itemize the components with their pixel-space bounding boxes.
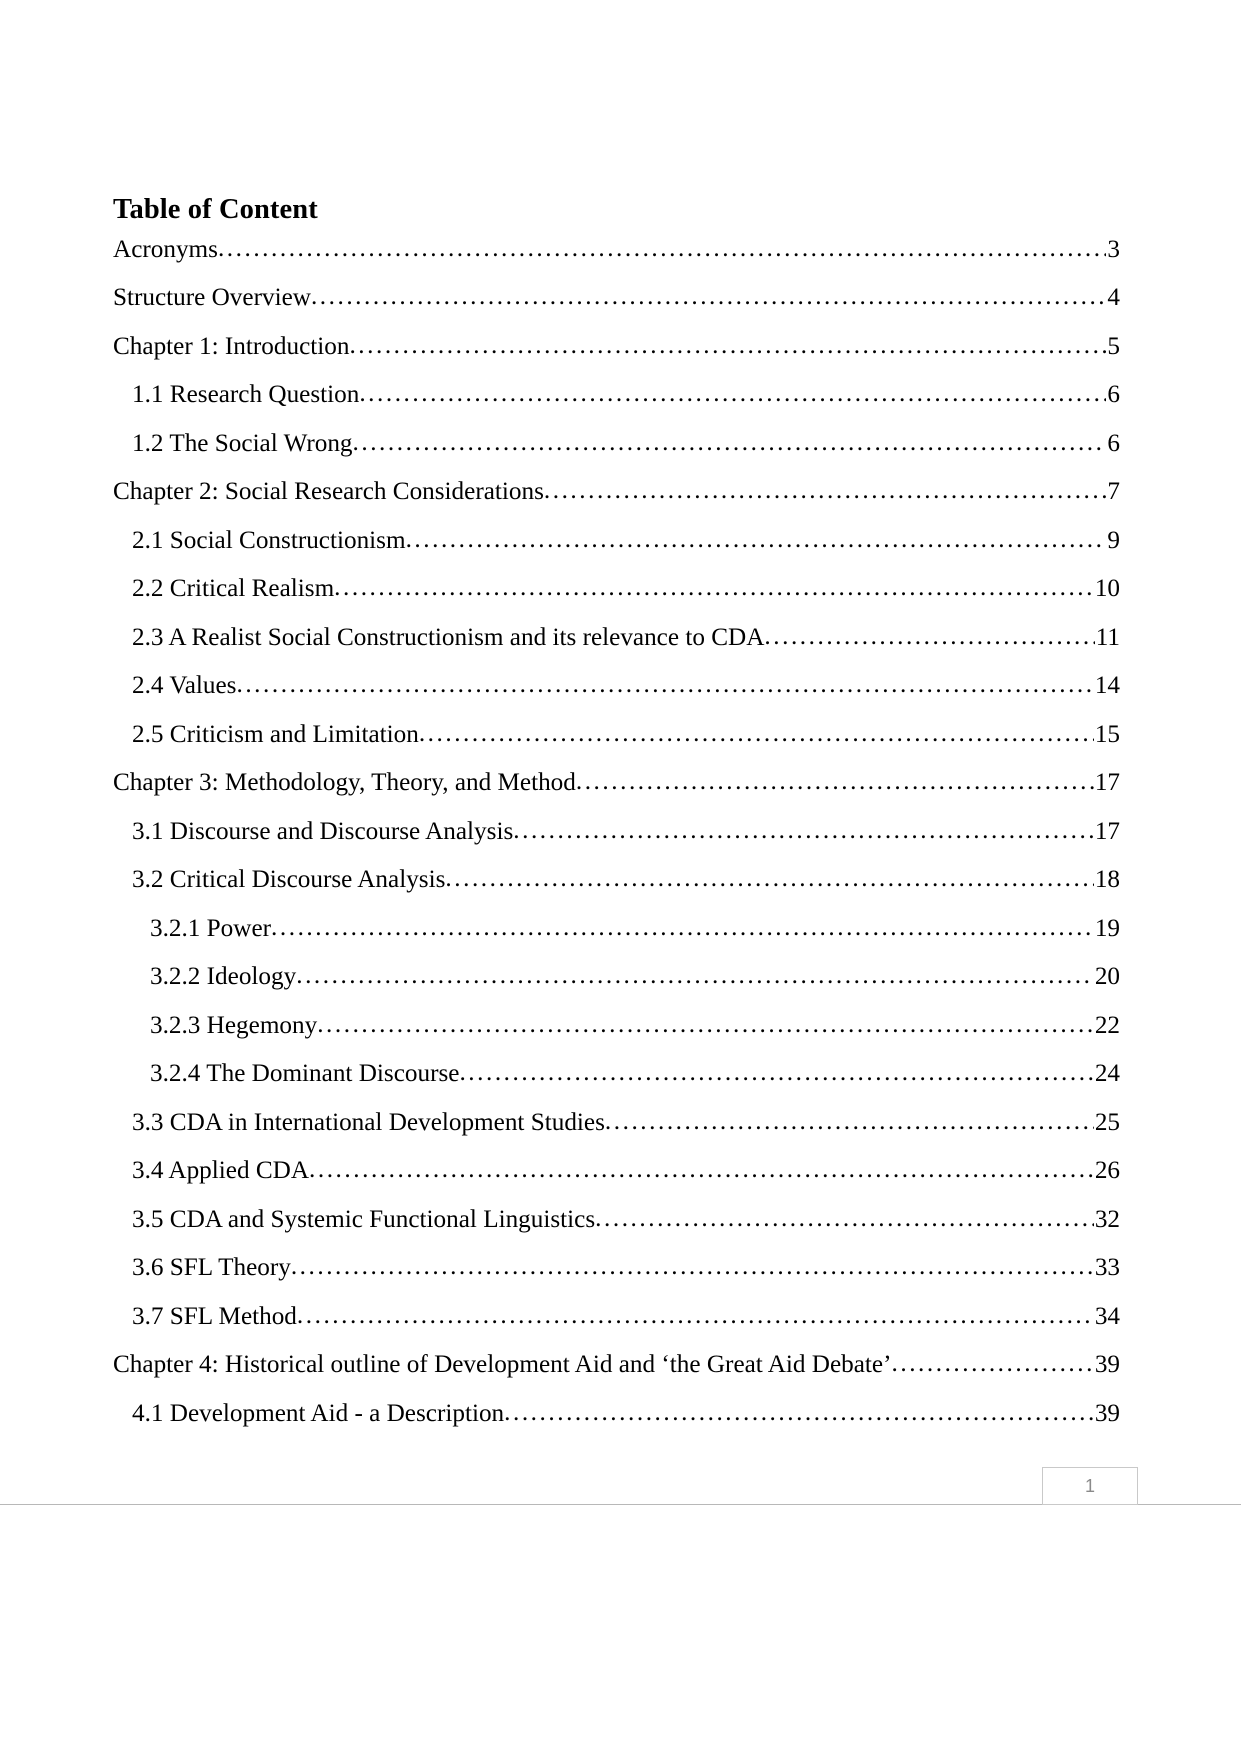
toc-leader-dots [445,866,1093,891]
toc-leader-dots [892,1351,1094,1376]
toc-leader-dots [309,1157,1094,1182]
toc-entry-label: 3.2 Critical Discourse Analysis [132,866,446,893]
toc-leader-dots [349,333,1106,358]
toc-entry-label: 3.1 Discourse and Discourse Analysis [132,817,514,845]
toc-entry-label: 2.2 Critical Realism [132,575,335,602]
toc-entry-page-number: 17 [1094,769,1120,796]
toc-entry-page-number: 39 [1094,1351,1120,1378]
toc-entry-label: 3.6 SFL Theory [132,1254,291,1281]
toc-entry-label: 3.2.1 Power [150,914,272,942]
toc-entry[interactable] [113,1061,1120,1086]
toc-entry-page-number: 6 [1107,381,1120,408]
toc-leader-dots [218,236,1106,261]
toc-leader-dots [297,1303,1094,1328]
toc-entry-page-number: 6 [1107,429,1120,457]
toc-entry-page-number: 20 [1094,963,1120,990]
toc-entry-label: 2.5 Criticism and Limitation [132,720,419,748]
toc-entry[interactable] [113,1304,1120,1329]
toc-entry-page-number: 7 [1107,478,1120,505]
toc-entry-page-number: 24 [1094,1060,1120,1087]
toc-entry-label: 3.2.2 Ideology [150,963,297,990]
toc-entry-page-number: 19 [1094,914,1120,942]
toc-entry[interactable] [113,770,1120,795]
toc-leader-dots [334,575,1094,600]
toc-leader-dots [311,284,1106,309]
toc-entry-label: 1.2 The Social Wrong [132,429,353,457]
toc-leader-dots [406,527,1107,552]
toc-entry-label: 3.3 CDA in International Development Studies [132,1108,605,1136]
toc-entry[interactable] [113,1401,1120,1426]
toc-entry[interactable] [113,576,1120,601]
toc-leader-dots [317,1012,1094,1037]
toc-leader-dots [419,721,1094,746]
toc-entry-label: 2.4 Values [132,672,237,699]
toc-container [113,196,1120,1449]
toc-leader-dots [764,624,1094,649]
toc-entry-page-number: 32 [1094,1205,1120,1233]
toc-leader-dots [271,915,1094,940]
toc-entry[interactable] [113,431,1120,456]
toc-entry-label: 2.3 A Realist Social Constructionism and its relevance to CDA [132,623,765,651]
toc-entry-label: 4.1 Development Aid - a Description [132,1399,505,1427]
toc-leader-dots [459,1060,1093,1085]
toc-entry[interactable] [113,334,1120,359]
toc-entry-page-number: 26 [1094,1157,1120,1184]
toc-entry-label: 3.4 Applied CDA [132,1157,310,1184]
toc-leader-dots [504,1400,1094,1425]
toc-entry[interactable] [113,964,1120,989]
toc-entry-label: Chapter 2: Social Research Considerations [113,478,544,505]
toc-leader-dots [513,818,1094,843]
toc-leader-dots [291,1254,1094,1279]
toc-entry-page-number: 25 [1094,1108,1120,1136]
toc-entry[interactable] [113,237,1120,262]
toc-entry[interactable] [113,528,1120,553]
toc-entry-label: 3.7 SFL Method [132,1302,297,1330]
toc-entry-page-number: 3 [1107,235,1120,263]
toc-entry[interactable] [113,819,1120,844]
toc-entry-label: Chapter 3: Methodology, Theory, and Method [113,769,576,796]
toc-entry-page-number: 39 [1094,1399,1120,1427]
toc-leader-dots [359,381,1106,406]
toc-entry-page-number: 33 [1094,1254,1120,1281]
toc-entry-page-number: 10 [1094,575,1120,602]
toc-entry[interactable] [113,285,1120,310]
toc-leader-dots [296,963,1094,988]
toc-entry[interactable] [113,625,1120,650]
toc-entry-page-number: 18 [1094,866,1120,893]
toc-entry[interactable] [113,479,1120,504]
toc-entry-page-number: 11 [1095,623,1120,651]
toc-entry-page-number: 5 [1107,332,1120,360]
toc-entry[interactable] [113,1255,1120,1280]
toc-leader-dots [605,1109,1094,1134]
toc-entry-label: 3.2.4 The Dominant Discourse [150,1060,460,1087]
toc-entry-page-number: 34 [1094,1302,1120,1330]
toc-entry[interactable] [113,722,1120,747]
toc-leader-dots [595,1206,1094,1231]
toc-entry[interactable] [113,867,1120,892]
toc-entry-label: Chapter 4: Historical outline of Development Aid and ‘the Great Aid Debate’ [113,1351,892,1378]
toc-entry-label: 2.1 Social Constructionism [132,526,406,554]
toc-entry-page-number: 4 [1107,284,1120,311]
toc-entry-label: Chapter 1: Introduction [113,332,350,360]
toc-entry[interactable] [113,673,1120,698]
toc-entry[interactable] [113,1013,1120,1038]
toc-entry[interactable] [113,382,1120,407]
footer-page-number: 1 [1084,1476,1095,1496]
toc-leader-dots [544,478,1107,503]
toc-entry-label: 1.1 Research Question [132,381,360,408]
toc-entry-page-number: 9 [1107,526,1120,554]
toc-leader-dots [236,672,1093,697]
toc-entry-label: 3.5 CDA and Systemic Functional Linguistics [132,1205,596,1233]
table-of-contents-list [113,237,1120,1426]
toc-entry-label: Acronyms [113,235,218,263]
toc-entry[interactable] [113,1110,1120,1135]
toc-entry-label: Structure Overview [113,284,311,311]
toc-entry-label: 3.2.3 Hegemony [150,1011,318,1039]
toc-leader-dots [576,769,1094,794]
toc-entry-page-number: 17 [1094,817,1120,845]
toc-entry[interactable] [113,1207,1120,1232]
toc-leader-dots [353,430,1107,455]
toc-entry-page-number: 15 [1094,720,1120,748]
toc-entry[interactable] [113,1158,1120,1183]
toc-entry[interactable] [113,1352,1120,1377]
toc-entry[interactable] [113,916,1120,941]
toc-entry-page-number: 14 [1094,672,1120,699]
page-title: Table of Content [113,194,318,225]
toc-entry-page-number: 22 [1094,1011,1120,1039]
